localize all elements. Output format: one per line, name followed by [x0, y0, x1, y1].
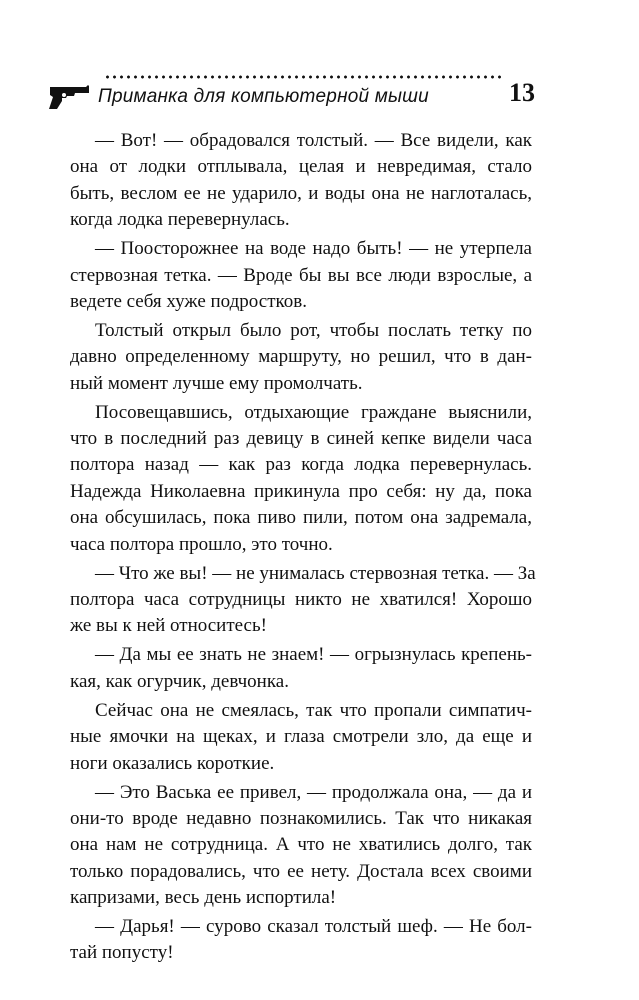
text-line: она от лодки отплывала, целая и невредимая, стало	[70, 156, 532, 178]
paragraph	[70, 698, 532, 777]
paragraph	[70, 128, 532, 234]
text-line: давно определенному маршруту, но решил, что в дан-	[70, 346, 532, 368]
text-line: ные ямочки на щеках, и глаза смотрели зло, да еще и	[70, 726, 532, 748]
text-line: что в последний раз девицу в синей кепке видели часа	[70, 428, 532, 450]
running-title: Приманка для компьютерной мыши	[98, 86, 429, 107]
paragraph	[70, 400, 532, 558]
paragraph	[70, 236, 532, 315]
dotted-rule	[104, 74, 504, 80]
text-line: ведете себя хуже подростков.	[70, 290, 307, 312]
paragraph	[70, 642, 532, 695]
text-line: она обсушилась, пока пиво пили, потом она задремала,	[70, 507, 532, 529]
body-text	[70, 128, 536, 969]
text-line: она нам не сотрудница. А что не хватились долго, так	[70, 834, 532, 856]
text-line: стервозная тетка. — Вроде бы вы все люди взрослые, а	[70, 264, 532, 286]
text-line: часа полтора прошло, это точно.	[70, 533, 333, 555]
text-line: — Это Васька ее привел, — продолжала она, — да и	[95, 781, 532, 803]
paragraph	[70, 780, 532, 912]
page-number: 13	[509, 78, 535, 107]
paragraph	[70, 318, 532, 397]
paragraph	[70, 914, 532, 967]
text-line: — Поосторожнее на воде надо быть! — не утерпела	[95, 238, 532, 260]
text-line: Сейчас она не смеялась, так что пропали симпатич-	[95, 699, 532, 721]
text-line: кая, как огурчик, девчонка.	[70, 670, 289, 692]
text-line: же вы к ней относитесь!	[70, 615, 267, 637]
text-line: Посовещавшись, отдыхающие граждане выяснили,	[95, 401, 532, 423]
text-line: Толстый открыл было рот, чтобы послать тетку по	[95, 319, 532, 341]
text-line: только порадовались, что ее нету. Достала всех своими	[70, 860, 532, 882]
text-line: полтора назад — как раз когда лодка перевернулась.	[70, 454, 532, 476]
text-line: тай попусту!	[70, 942, 174, 964]
text-line: быть, веслом ее не ударило, и воды она не наглоталась,	[70, 182, 532, 204]
text-line: когда лодка перевернулась.	[70, 209, 290, 231]
paragraph	[70, 561, 536, 640]
page-header	[48, 74, 548, 120]
text-line: — Дарья! — сурово сказал толстый шеф. — Не бол-	[95, 916, 532, 938]
text-line: Надежда Николаевна прикинула про себя: ну да, пока	[70, 480, 532, 502]
text-line: ный момент лучше ему промолчать.	[70, 372, 363, 394]
text-line: капризами, весь день испортила!	[70, 887, 337, 909]
text-line: — Вот! — обрадовался толстый. — Все видели, как	[95, 130, 532, 151]
text-line: — Да мы ее знать не знаем! — огрызнулась крепень-	[95, 644, 532, 666]
text-line: они-то вроде недавно познакомились. Так что никакая	[70, 807, 532, 829]
text-line: полтора часа сотрудницы никто не хватился! Хорошо	[70, 589, 532, 611]
text-line: — Что же вы! — не унималась стервозная тетка. — За	[95, 562, 536, 584]
text-line: ноги оказались короткие.	[70, 752, 275, 774]
revolver-icon	[48, 84, 90, 110]
